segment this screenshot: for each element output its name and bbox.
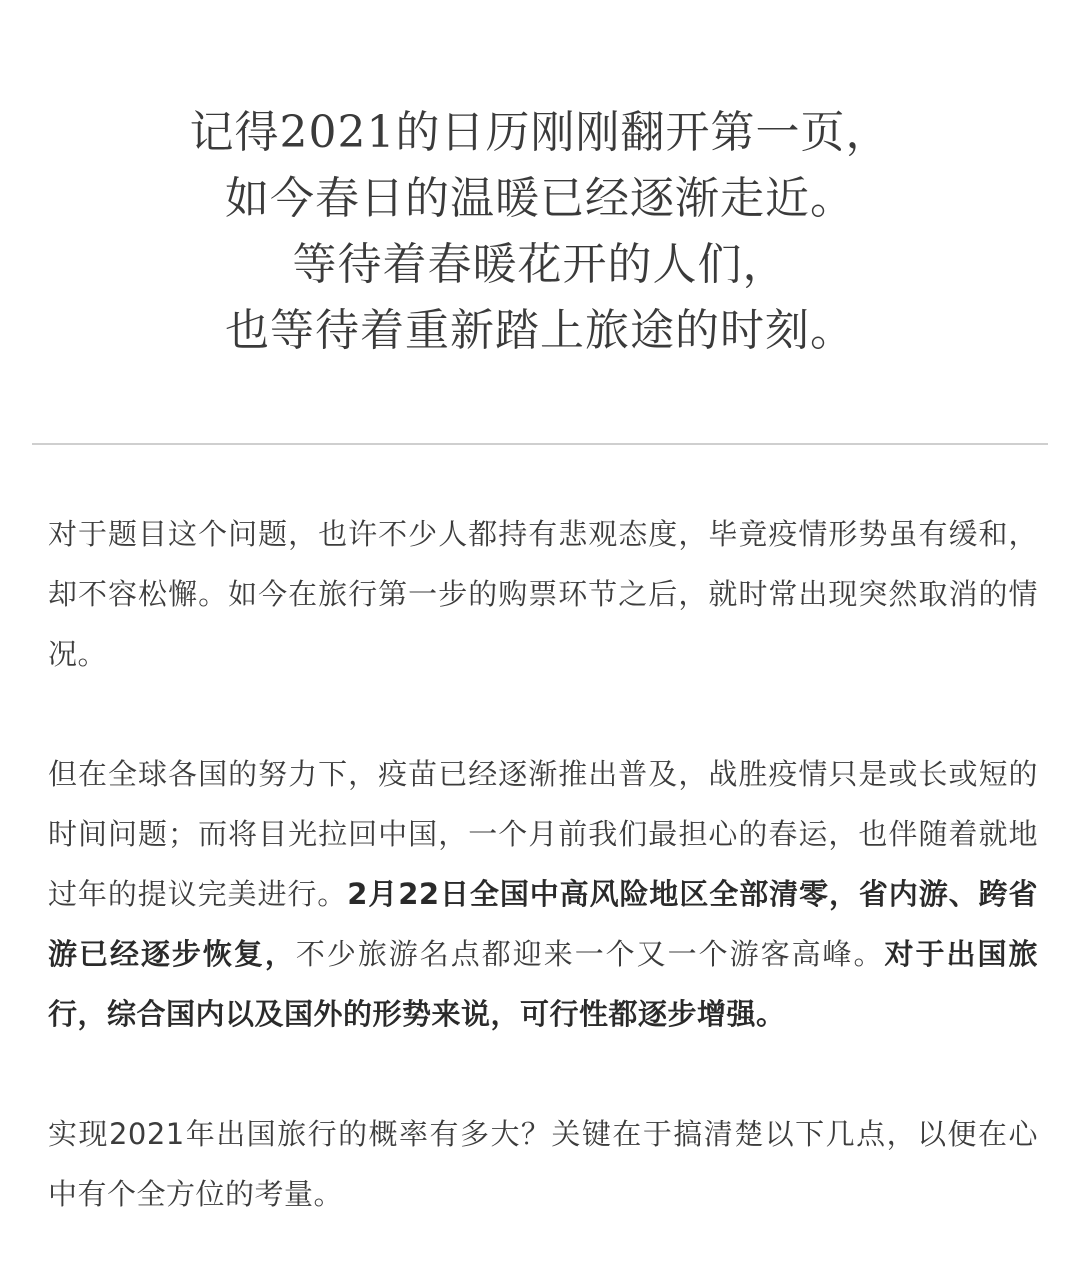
paragraph-2-text-1: 但在全球各国的努力下，疫苗已经逐渐推出普及，战胜疫情只是或长或短的时间问题；而将目光拉回中国，一个月前我们最担心的春运，也伴随着就地过年的提议完美进行。 bbox=[48, 757, 1038, 911]
paragraph-2-bold-1: 2月22日全国中高风险地区全部清零，省内游、跨省游已经逐步恢复， bbox=[48, 877, 1038, 971]
poem-line-3: 等待着春暖花开的人们， bbox=[292, 239, 788, 290]
intro-poem bbox=[0, 100, 1080, 364]
paragraph-2 bbox=[48, 744, 1038, 1044]
poem-line-1: 记得2021的日历刚刚翻开第一页， bbox=[189, 107, 891, 158]
article-body bbox=[48, 504, 1038, 1224]
paragraph-2-bold-2: 对于出国旅行，综合国内以及国外的形势来说，可行性都逐步增强。 bbox=[48, 937, 1038, 1031]
poem-line-4: 也等待着重新踏上旅途的时刻。 bbox=[225, 305, 855, 356]
section-divider bbox=[32, 443, 1048, 445]
poem-line-2: 如今春日的温暖已经逐渐走近。 bbox=[225, 173, 855, 224]
paragraph-1: 对于题目这个问题，也许不少人都持有悲观态度，毕竟疫情形势虽有缓和，却不容松懈。如今在旅行第一步的购票环节之后，就时常出现突然取消的情况。 bbox=[48, 517, 1038, 671]
paragraph-3: 实现2021年出国旅行的概率有多大？关键在于搞清楚以下几点，以便在心中有个全方位的考量。 bbox=[48, 1117, 1038, 1211]
paragraph-2-text-2: 不少旅游名点都迎来一个又一个游客高峰。 bbox=[295, 937, 885, 971]
